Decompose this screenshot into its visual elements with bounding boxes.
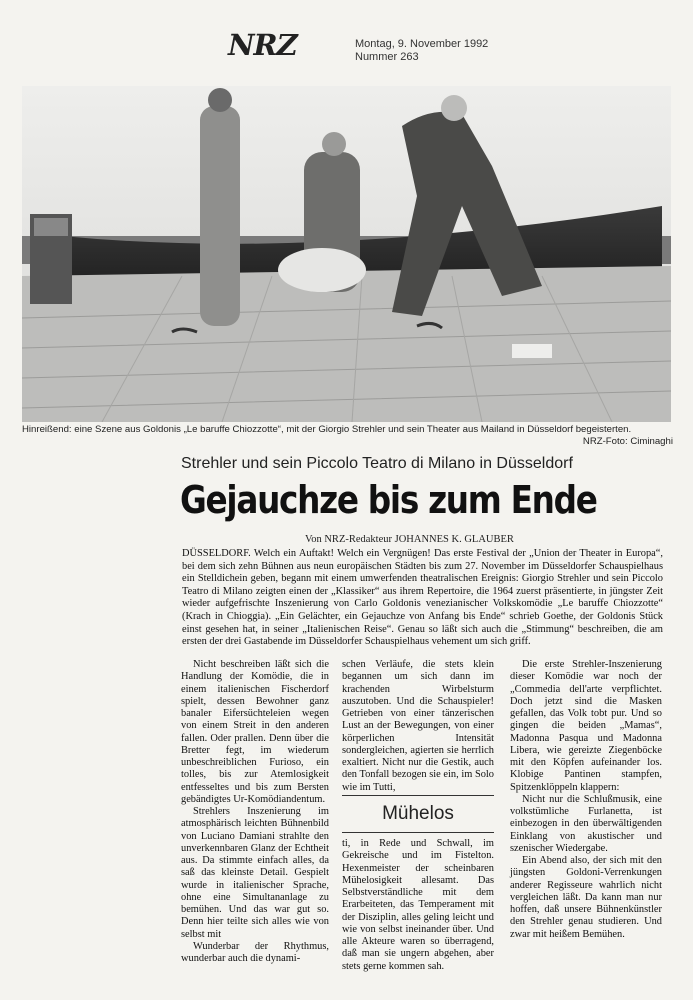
article-byline: Von NRZ-Redakteur JOHANNES K. GLAUBER (305, 534, 514, 545)
article-column-1 (181, 659, 329, 965)
issue-number: Nummer 263 (355, 51, 419, 63)
article-subhead: Mühelos (342, 795, 494, 833)
issue-date: Montag, 9. November 1992 (355, 38, 489, 50)
article-kicker: Strehler und sein Piccolo Teatro di Milano in Düsseldorf (181, 455, 573, 472)
paragraph: ti, in Rede und Schwall, im Gekreische und im Fistelton. Hexenmeister der scheinbaren Mühelosigkeit allesamt. Das Selbstverständliche mit dem Erarbeiteten, das Temperament mit der Disziplin, alles geling leicht und wie von selbst ineinander über. Und alle Akteure waren so überragend, daß man sie ungern abgehen, aber stets gerne kommen sah. (342, 838, 494, 972)
article-column-2-top (342, 659, 494, 794)
newspaper-logo (228, 28, 297, 62)
paragraph: Strehlers Inszenierung im atmosphärisch leichten Bühnenbild von Luciano Damiani strahlte den unverkennbaren Glanz der Echtheit aus. Da stimmte einfach alles, da saß das kleinste Detail. Gespielt wurde in italienischer Sprache, ohne eine Simultananlage zu bemühen. Und das war gut so. Denn hier teilte sich alles wie von selbst mit (181, 806, 329, 940)
photo-caption (22, 424, 673, 447)
paragraph: Nicht beschreiben läßt sich die Handlung der Komödie, die in einem italienischen Fischerdorf spielt, dessen Bewohner ganz banaler Eifersüchteleien wegen von einem Streit in den anderen fallen. Oder prallen. Denn über die Bretter fegt, im wiederum unbeschreiblichen Furioso, ein tolles, bis zur Atemlosigkeit entfesseltes und bis zum Bersten gebändigtes Ur-Komödiandentum. (181, 659, 329, 805)
caption-text: Hinreißend: eine Szene aus Goldonis „Le baruffe Chiozzotte“, mit der Giorgio Strehler und sein Theater aus Mailand in Düsseldorf begeisterten. (22, 424, 632, 435)
paragraph: schen Verläufe, die stets klein begannen um sich dann im krachenden Wirbelsturm auszutoben. Und die Schauspieler! Getrieben von einer tänzerischen Lust an der Bewegungen, von einer körperlichen Intensität sondergleichen, agierten sie herrlich exaltiert. Nicht nur die Gestik, auch den Tonfall bezogen sie ein, im Solo wie im Tutti, (342, 659, 494, 793)
paragraph: Nicht nur die Schlußmusik, eine volkstümliche Furlanetta, ist einbezogen in den überwältigenden Einklang von akustischer und szenischer Wiedergabe. (510, 793, 662, 854)
dateline (355, 38, 488, 64)
article-lead: DÜSSELDORF. Welch ein Auftakt! Welch ein Vergnügen! Das erste Festival der „Union der Theater in Europa“, bei dem sich zehn Bühnen aus neun europäischen Städten bis zum 27. November im Düsseldorfer Schauspielhaus ein Stelldichein geben, begann mit einem umwerfenden theatralischen Ereignis: Giorgio Strehler und sein Piccolo Teatro di Milano zeigten einen der „Klassiker“ aus ihrem Repertoire, die 1964 zuerst präsentierte, in jüngster Zeit wieder aufgefrischte Inszenierung von Carlo Goldonis venezianischer Volkskomödie „Le baruffe Chiozzotte“ (Krach in Chioggia). „Ein Gelächter, ein Gejauchze von Anfang bis Ende“ schrieb Goethe, der Goldonis Stück einst gesehen hat, in seiner „Italienischen Reise“. Genau so läßt sich auch die „Stimmung“ beschreiben, die am ersten der drei Gastabende im Düsseldorfer Schauspielhaus vehement um sich griff. (182, 548, 663, 648)
photo-credit: NRZ-Foto: Ciminaghi (582, 436, 673, 447)
paragraph: Ein Abend also, der sich mit den jüngsten Goldoni-Verrenkungen anderer Regisseure wahrlich nicht vergleichen läßt. Da kann man nur hoffen, daß unsere Bühnenkünstler den Strehler genau studieren. Und zwar mit heißem Bemühen. (510, 855, 662, 940)
article-column-2-bottom (342, 838, 494, 973)
paragraph: Die erste Strehler-Inszenierung dieser Komödie war noch der „Commedia dell'arte verpflichtet. Doch jetzt sind die Masken gefallen, das Volk tobt pur. Und so gingen die beiden „Mamas“, Madonna Pasqua und Madonna Libera, wie gereizte Ziegenböcke mit den Köpfen aufeinander los. Klobige Pantinen stampfen, Spitzenklöppeln klappern: (510, 659, 662, 793)
article-headline: Gejauchze bis zum Ende (180, 478, 597, 522)
stage-photo (22, 86, 671, 422)
paragraph: Wunderbar der Rhythmus, wunderbar auch die dynami- (181, 940, 329, 964)
masthead-logo: NRZ (228, 28, 297, 62)
stage-photo-image (22, 86, 671, 422)
article-column-3 (510, 659, 662, 941)
